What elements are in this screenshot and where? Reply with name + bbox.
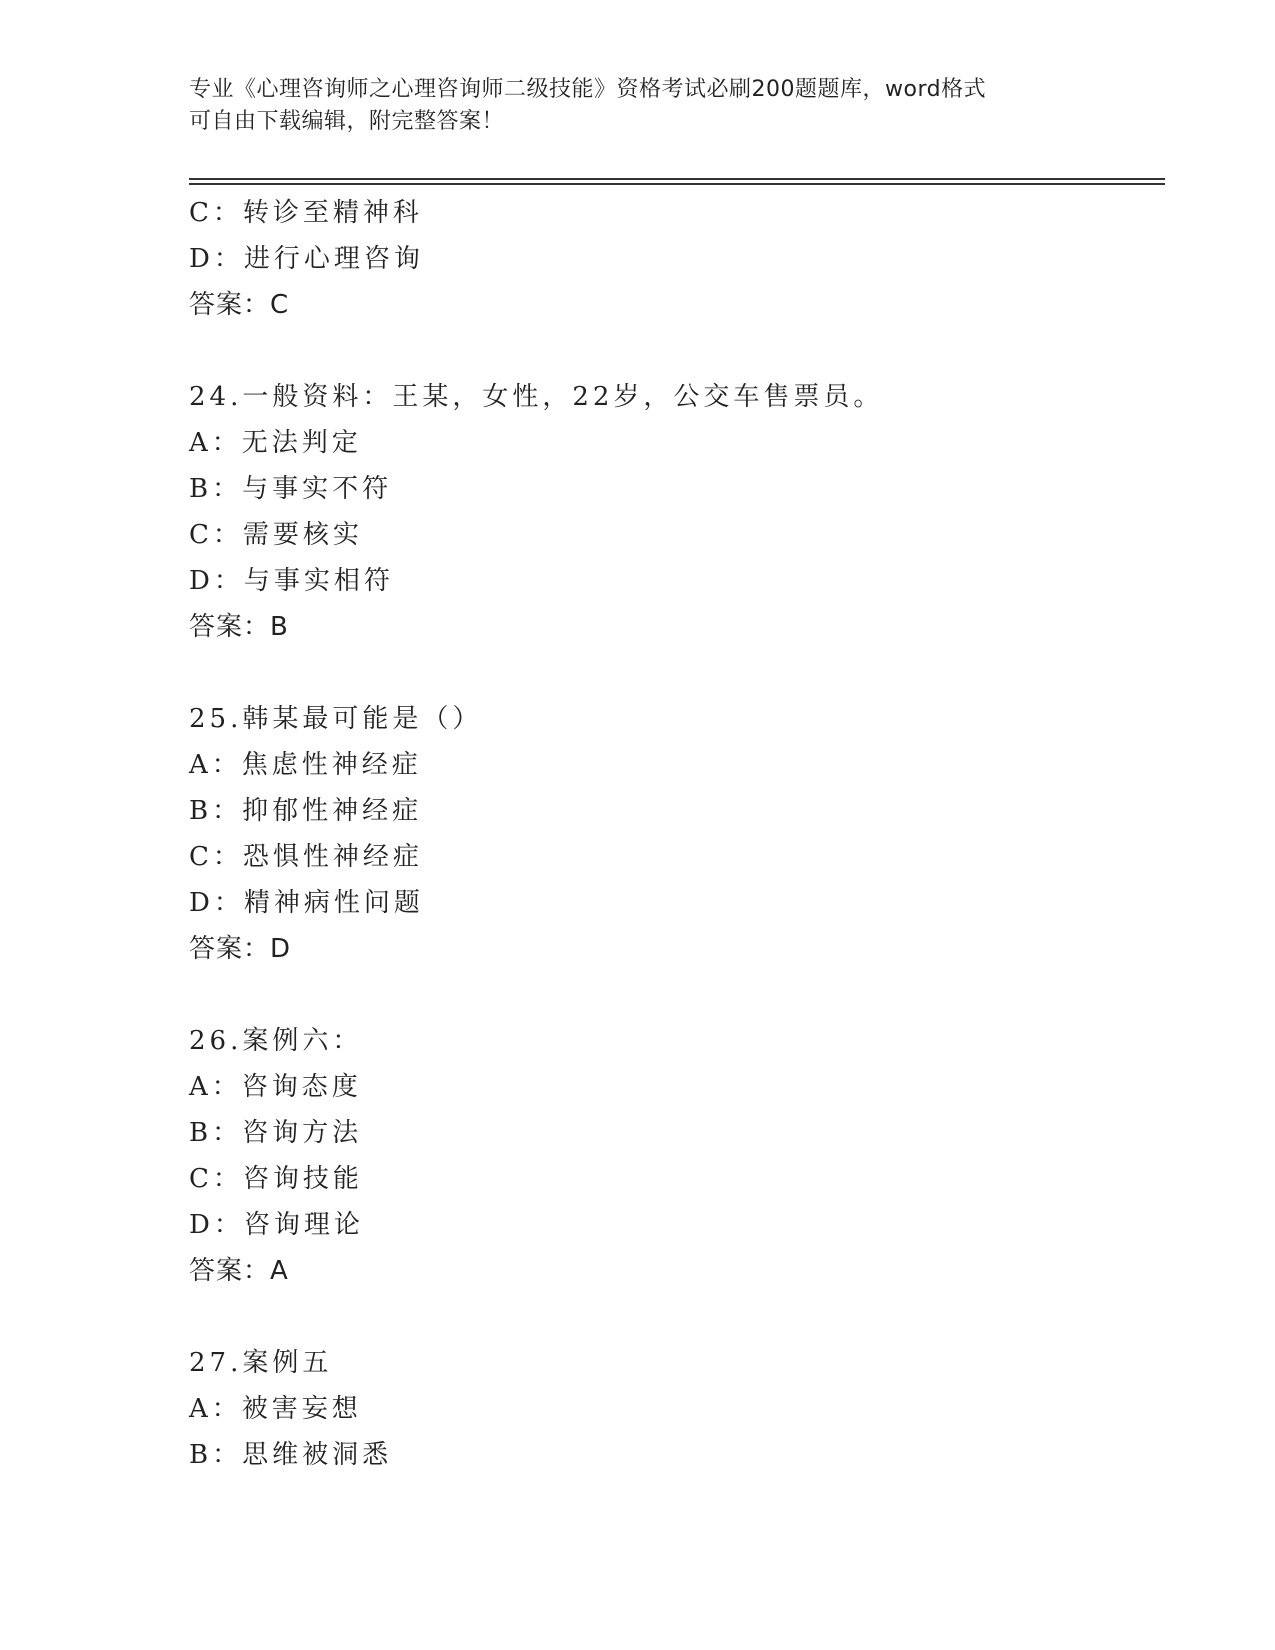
question-text: 27.案例五 bbox=[189, 1348, 333, 1378]
option-a: A：焦虑性神经症 bbox=[189, 750, 422, 780]
answer-line: 答案：D bbox=[189, 934, 292, 964]
option-d: D：咨询理论 bbox=[189, 1210, 364, 1240]
document-header bbox=[189, 74, 1089, 138]
spacer bbox=[189, 650, 1169, 696]
header-line-2: 可自由下载编辑，附完整答案！ bbox=[189, 109, 505, 134]
question-block bbox=[189, 696, 1169, 972]
option-c: C：需要核实 bbox=[189, 520, 363, 550]
spacer bbox=[189, 972, 1169, 1018]
question-text: 24.一般资料：王某，女性，22岁，公交车售票员。 bbox=[189, 382, 884, 412]
answer-line: 答案：C bbox=[189, 290, 290, 320]
option-d: D：与事实相符 bbox=[189, 566, 394, 596]
header-divider-bottom bbox=[189, 183, 1165, 185]
question-block bbox=[189, 190, 1169, 328]
spacer bbox=[189, 328, 1169, 374]
header-line-1: 专业《心理咨询师之心理咨询师二级技能》资格考试必刷200题题库，word格式 bbox=[189, 77, 987, 102]
option-a: A：咨询态度 bbox=[189, 1072, 362, 1102]
answer-line: 答案：A bbox=[189, 1256, 289, 1286]
option-c: C：恐惧性神经症 bbox=[189, 842, 423, 872]
option-b: B：思维被洞悉 bbox=[189, 1440, 393, 1470]
option-b: B：与事实不符 bbox=[189, 474, 393, 504]
answer-line: 答案：B bbox=[189, 612, 289, 642]
option-d: D：精神病性问题 bbox=[189, 888, 424, 918]
option-a: A：被害妄想 bbox=[189, 1394, 362, 1424]
question-list bbox=[189, 190, 1169, 1478]
option-a: A：无法判定 bbox=[189, 428, 362, 458]
spacer bbox=[189, 1294, 1169, 1340]
question-text: 26.案例六： bbox=[189, 1026, 363, 1056]
option-b: B：抑郁性神经症 bbox=[189, 796, 423, 826]
header-divider-top bbox=[189, 178, 1165, 180]
question-block bbox=[189, 374, 1169, 650]
option-c: C：转诊至精神科 bbox=[189, 198, 423, 228]
question-block bbox=[189, 1340, 1169, 1478]
question-block bbox=[189, 1018, 1169, 1294]
option-b: B：咨询方法 bbox=[189, 1118, 363, 1148]
question-text: 25.韩某最可能是（） bbox=[189, 704, 483, 734]
option-d: D：进行心理咨询 bbox=[189, 244, 424, 274]
option-c: C：咨询技能 bbox=[189, 1164, 363, 1194]
